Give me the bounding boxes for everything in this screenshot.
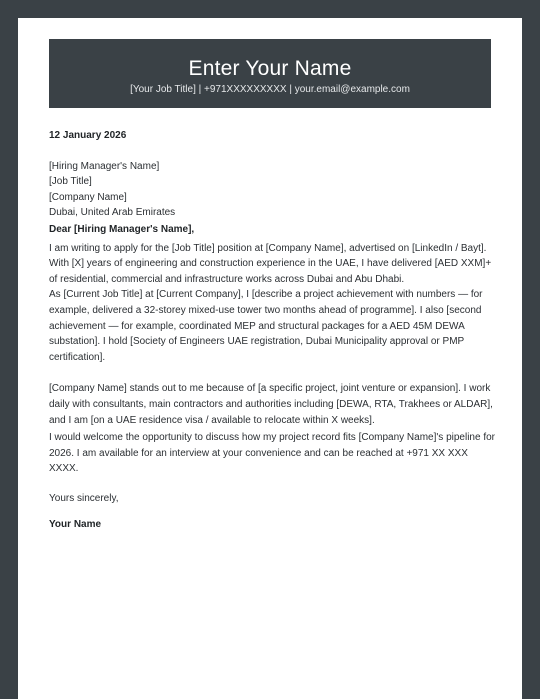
recipient-name: [Hiring Manager's Name] <box>49 160 160 172</box>
letter-body <box>49 128 497 533</box>
recipient-block <box>49 159 497 221</box>
recipient-job-title: [Job Title] <box>49 176 92 188</box>
signature-name: Your Name <box>49 519 102 531</box>
paragraph-achievements: As [Current Job Title] at [Current Company], I [describe a project achievement with numbers — for example, delivered a 32-storey mixed-use tower two months ahead of programme]. I also [second achievement — for example, coordinated MEP and structural packages for a AED 45M DEWA substation]. I hold [Society of Engineers UAE registration, Dubai Municipality approval or PMP certification]. <box>49 289 483 363</box>
paragraph-closing: I would welcome the opportunity to discuss how my project record fits [Company Name]'s pipeline for 2026. I am available for an interview at your convenience and can be reached at +971 XX XXX XXXX. <box>49 432 495 475</box>
letter-header <box>49 39 491 108</box>
recipient-location: Dubai, United Arab Emirates <box>49 207 176 219</box>
greeting: Dear [Hiring Manager's Name], <box>49 223 195 235</box>
letter-page <box>18 18 522 699</box>
sign-off: Yours sincerely, <box>49 492 119 504</box>
paragraph-company-fit: [Company Name] stands out to me because of [a specific project, joint venture or expansion]. I work daily with consultants, main contractors and authorities including [DEWA, RTA, Trakhees or ALDAR], and I am [on a UAE residence visa / available to relocate within X weeks]. <box>49 383 493 426</box>
letter-date: 12 January 2026 <box>49 130 127 141</box>
paragraph-intro: I am writing to apply for the [Job Title] position at [Company Name], advertised on [LinkedIn / Bayt]. With [X] years of engineering and construction experience in the UAE, I have delivered [AED XXM]+ of residential, commercial and infrastructure works across Dubai and Abu Dhabi. <box>49 242 492 285</box>
recipient-company: [Company Name] <box>49 191 127 203</box>
applicant-name: Enter Your Name <box>188 57 352 80</box>
contact-line: [Your Job Title] | +971XXXXXXXXX | your.email@example.com <box>130 84 410 95</box>
